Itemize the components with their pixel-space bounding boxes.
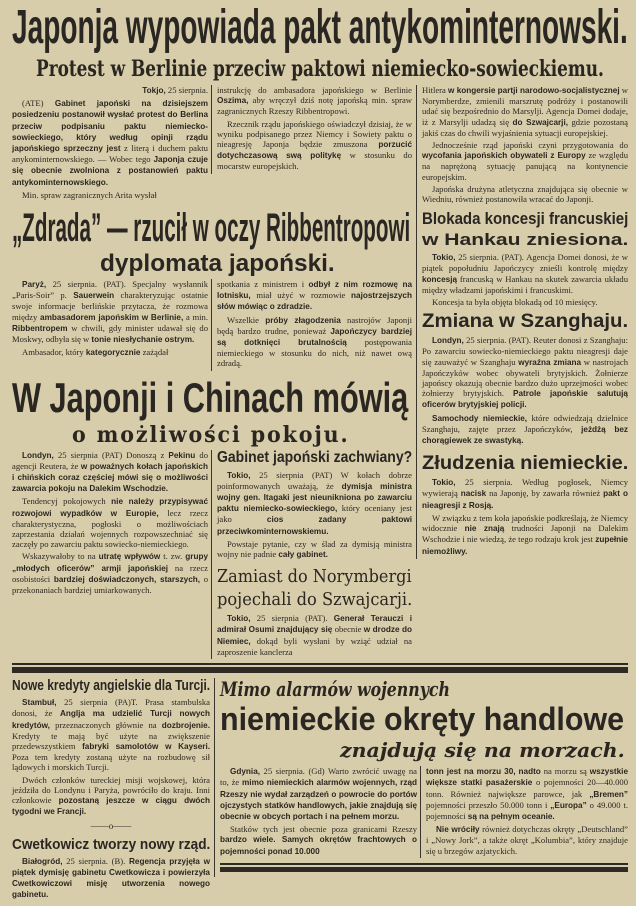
text: Powstaje pytanie, czy w ślad za dymisją ministra wojny nie padnie [217, 538, 412, 560]
bold-text: Londyn, [432, 336, 464, 346]
text: Statków tych jest obecnie poza granicami Rzeszy [230, 824, 417, 835]
blokada-title-wrap [422, 210, 628, 228]
text: francuską w Hankau na skutek zawarcia układu między władzami japońskimi i francuskimi. [422, 273, 628, 295]
middle-column [211, 450, 412, 659]
top-article-col1 [12, 85, 211, 202]
paragraph [426, 824, 628, 856]
section-rule-thick [12, 667, 628, 673]
okrety-headline-line2: niemieckie okręty handlowe [220, 701, 625, 738]
pokoj-subheadline-wrap [72, 423, 350, 447]
text: Wskazywałoby to na [22, 551, 99, 562]
text: w stosunku do mocarstw europejskich. [217, 150, 412, 172]
okrety-headline-line1: Mimo alarmów wojennych [220, 677, 450, 702]
okrety-col2 [420, 766, 628, 858]
bold-text: Gabinet japoński na dzisiejszem posiedzeniu postanowił wysłać protest do Berlina przeciw podpisaniu paktu niemiecko-sowieckiego, który według opinji rządu japońskiego sprzeczny jest [12, 99, 208, 154]
text: 25 sierpnia (PAT) Donoszą z [53, 449, 169, 460]
text: ze względu na naprężoną sytuację panującą na kontynencie europejskim. [422, 150, 628, 182]
okrety-headline3-wrap [340, 739, 625, 762]
bold-text: odbył z nim rozmowę na lotnisku, [217, 280, 412, 301]
text: o 49.000 t. pojemności [426, 799, 628, 821]
text: W związku z tem koła japońskie podkreślają, że Niemcy widocznie [422, 512, 628, 534]
zludzenia-title-wrap [422, 454, 628, 474]
bold-text: Tokio, [432, 478, 456, 488]
bold-text: Patrole japońskie salutują oficerów brytyjskiej policji. [422, 389, 628, 410]
text: z literą i duchem paktu anykominternowskiego. — Wobec tego [12, 143, 208, 165]
zdrada-body [12, 279, 412, 371]
paragraph [422, 477, 628, 511]
blokada-title-wrap [422, 231, 628, 249]
bold-text: Stambuł, [22, 698, 57, 708]
bold-text: porzucić dotychczasową swą politykę [217, 140, 412, 161]
bold-text: wszystkie większe statki pasażerskie [426, 767, 628, 788]
bold-text: Gdynia, [230, 767, 261, 777]
zmiana-title-wrap [422, 312, 628, 332]
bold-text: dozbrojenie. [161, 720, 210, 730]
text: przeznaczonych głównie na [49, 719, 162, 730]
right-column [416, 85, 628, 559]
bold-text: Japonja czuje się obecnie zwolniona z postanowień paktu antykominternowskiego. [12, 155, 208, 187]
text: na Japonję, by zawarła również [486, 488, 604, 499]
text: t. zw. [160, 551, 186, 562]
upper-left-part [12, 85, 416, 659]
bold-text: „Europa” [550, 800, 587, 810]
pokoj-section [12, 450, 412, 659]
top-article [12, 85, 412, 202]
bold-text: grupy „młodych oficerów” armji japońskiej [12, 552, 208, 573]
text: 25 sierpnia. (PAT). Reuter donosi z Szanghaju: Po zawarciu sowiecko-niemieckiego paktu nieagresji daje się zauważyć w Szanghaju [422, 335, 628, 367]
bold-text: dymisja ministra wojny gen. Itagaki jest nieunikniona po zawarciu paktu niemiecko-sowieckiego, [217, 481, 412, 514]
text: 25 sierpnia (PAT). [250, 613, 334, 624]
text: dokąd byli wysłani by wziąć udział na zaproszenie kanclerza [217, 635, 412, 657]
gabinet-title-wrap [217, 450, 412, 467]
section-rule-thick [220, 867, 628, 872]
paragraph [217, 85, 412, 117]
bold-text: najostrzejszych słów mówiąc o zdradzie. [217, 291, 412, 312]
bold-text: zupełnie niemożliwy. [422, 535, 628, 556]
main-subheadline-wrap [36, 57, 604, 81]
gabinet-title: Gabinet japoński zachwiany? [217, 448, 413, 466]
okrety-article [214, 678, 628, 877]
zdrada-subheadline: dyplomata japoński. [100, 250, 335, 278]
text: pojemności przeszło 50.000 tonn i [426, 799, 551, 810]
paragraph [220, 766, 417, 822]
paragraph [422, 335, 628, 410]
top-article-col3 [422, 85, 628, 204]
bold-text: Japończycy bardziej są dotknięci brutalnością [217, 326, 412, 348]
bold-text: nadto [518, 767, 541, 777]
bold-text: bardziej doświadczonych, starszych, [53, 574, 201, 584]
okrety-body [220, 766, 628, 859]
paragraph [12, 85, 208, 96]
text: trudności Japonji na Dalekim Wschodzie i nie wiedzą, że tego rodzaju krok jest [422, 523, 628, 545]
bold-text: Tokio, [432, 253, 456, 263]
bold-text: kategorycznie [85, 348, 141, 358]
paragraph [426, 766, 628, 822]
bold-text: Tokjo, [142, 86, 166, 95]
zamiast-title-wrap [217, 590, 412, 610]
bold-text: do Szwajcarji, [512, 117, 569, 127]
pokoj-body [12, 450, 211, 598]
paragraph [12, 856, 210, 901]
bold-text: „Bremen” [589, 789, 628, 799]
paragraph [422, 513, 628, 557]
bold-text: Generał Terauczi i admirał Osumi znajdujący się [217, 614, 412, 635]
bold-text: pozostaną jeszcze w ciągu dwóch tygodni we Francji. [12, 795, 210, 817]
paragraph [422, 140, 628, 182]
upper-section [12, 85, 628, 659]
text: 25 sierpnia (PAT) W kołach dobrze poinformowanych uważają, że [217, 469, 412, 491]
text: zażądał [140, 347, 169, 358]
blokada-title-line1: Blokada koncesji francuskiej [422, 209, 629, 229]
bold-text: nie należy przypisywać rozwojowi wypadków w Europie, [12, 497, 208, 518]
paragraph [217, 539, 412, 560]
paragraph [422, 85, 628, 138]
text: który oceniany jest jako [217, 503, 412, 525]
bold-text: Anglja ma udzielić Turcji nowych kredytów, [12, 709, 210, 730]
text: Wszelkie [227, 314, 266, 325]
text: Koncesja ta była objęta blokadą od 10 miesięcy. [432, 297, 598, 308]
bold-text: Ribbentropem [12, 323, 68, 333]
bold-text: jeżdżą bez chorągiewek ze swastyką. [422, 424, 628, 446]
bold-text: Londyn, [22, 450, 54, 460]
bold-text: w kongersie partji narodowo-socjalistycznej [448, 86, 620, 95]
bold-text: Białogród, [22, 856, 63, 866]
text: 25 sierpnia. Według pogłosek, Niemcy wywierają [422, 477, 628, 499]
text: Kredyty te mają być użyte na zwiększenie przedewszystkiem [12, 730, 210, 751]
pokoj-headline-wrap [12, 373, 409, 421]
text: charakteryzując ostatnie swoje informacje berlińskie przytacza, że rozmowa między [12, 290, 208, 322]
bold-text: Oszima, [217, 96, 249, 106]
text: na morzu są [540, 766, 590, 777]
text: Ambasador, który [22, 347, 86, 358]
bold-text: Pekinu [168, 450, 196, 460]
text: lecz rzecz charakterystyczna, pogłoski o możliwościach zaprzestania działań wojennych rozpowszechniać się zaczęły po zawarciu paktu sowiecko-niemieckiego. [12, 507, 209, 550]
bold-text: utratę wpływów [98, 552, 161, 562]
section-rule-thin [220, 863, 628, 865]
paragraph [422, 184, 628, 204]
zamiast-title-wrap [217, 567, 412, 587]
paragraph [12, 775, 210, 818]
bold-text: próby złagodzenia [265, 315, 341, 325]
text: Jednocześnie rząd japoński czyni przygotowania do [432, 140, 628, 151]
text: które odwiedzają dzielnice Szanghaju, zajęte przez Japończyków, [422, 412, 628, 434]
paragraph [12, 347, 208, 358]
bold-text: wyraźna zmiana [518, 357, 582, 367]
text: postępowania niemieckiego w stosunku do nich, niż nawet ową zdradą. [217, 337, 413, 369]
bottom-left-column [12, 678, 214, 902]
text: 25 sierpnia. (B). [62, 855, 129, 866]
text: 25 sierpnia (PA)T. Prasa stambulska donosi, że [12, 697, 210, 719]
zdrada-subheadline-wrap [100, 251, 335, 276]
paragraph [217, 613, 412, 657]
text: Japońska drużyna atletyczna znajdująca się obecnie w Wiedniu, również postanowiła wracać do Japonji. [422, 183, 628, 205]
bold-text: Tokio, [227, 470, 251, 480]
text: na rzecz osobistości [12, 562, 208, 584]
text: Dwóch członków tureckiej misji wojskowej, która jeździła do Londynu i Paryża, powróciło do kraju. Inni członkowie [12, 774, 210, 805]
text: aby wręczył dziś notę japońską min. spraw zagranicznych Rzeszy Ribbentropowi. [217, 95, 412, 117]
text: a min. [183, 311, 208, 322]
text: (ATE) [22, 98, 55, 109]
blokada-body [422, 252, 628, 307]
top-article-col2 [211, 85, 412, 174]
gabinet-body [217, 470, 412, 561]
turcja-body [12, 697, 210, 817]
bold-text: pakt o nieagresji z Rosją. [422, 489, 628, 510]
main-headline: Japonja wypowiada pakt antykominternowski. [12, 1, 628, 54]
text: o pojemności 20—40.000 tonn. Również największe parowce, jak [426, 777, 629, 799]
bold-text: wycofania japońskich obywateli z Europy [422, 151, 586, 161]
paragraph [422, 252, 628, 295]
paragraph [12, 190, 208, 200]
paragraph [12, 98, 208, 188]
text: w Norymberdze, zmienili marszrutę podróży i postanowili udać się bezpośrednio do Marsylji. Agencja Domei dodaje, iż z Marsylji udadzą się [422, 85, 628, 127]
cwetkowicz-body [12, 856, 210, 901]
text: miał użyć w rozmowie [250, 290, 352, 301]
text: 25 sierpnia. (PAT). Specjalny wysłannik „Paris-Soir” p. [12, 279, 208, 301]
bold-text: ambasadorem japońskim w Berlinie, [40, 312, 184, 322]
bold-text: nie znają [464, 524, 505, 534]
bold-text: koncesją [422, 274, 458, 284]
okrety-headline2-wrap [220, 703, 624, 737]
paragraph [12, 551, 208, 595]
lower-section [12, 678, 628, 902]
paragraph [217, 315, 412, 369]
text: Hitlera [422, 85, 449, 95]
text: Tendencyj pokojowych [22, 496, 112, 507]
text: nastrojów Japonji będą bardzo trudne, ponieważ [217, 314, 412, 336]
zdrada-col1 [12, 279, 211, 360]
pokoj-headline: W Japonji i Chinach mówią [12, 373, 409, 421]
bold-text: fabryki samolotów w Kayseri. [82, 741, 211, 751]
bold-text: są na pełnym oceanie. [467, 811, 555, 821]
paragraph [217, 119, 412, 172]
bold-text: Regencja przyjęła w piątek dymisję gabinetu Cwetkowicza i powierzyła Cwetkowiczowi misję utworzenia nowego gabinetu. [12, 856, 210, 900]
okrety-headline-line3: znajdują się na morzach. [340, 738, 625, 763]
bold-text: bardzo wiele. Samych okrętów frachtowych o pojemności ponad 10.000 [220, 835, 417, 856]
zludzenia-title: Złudzenia niemieckie. [422, 453, 629, 475]
bold-text: Samochody niemieckie, [432, 413, 528, 423]
zdrada-headline: „Zdrada” — rzucił w oczy Ribbentropowi [12, 206, 411, 251]
text: 25 sierpnia. (Gd) Warto zwrócić uwagę na to, że [220, 766, 417, 788]
paragraph [12, 697, 210, 772]
zdrada-headline-wrap [12, 207, 410, 249]
bold-text: Sauerwein [73, 291, 115, 301]
text: obecnie [332, 624, 364, 635]
zdrada-col2 [211, 279, 412, 371]
bold-text: tonie niesłychanie ostrym. [91, 335, 195, 345]
paragraph [220, 824, 417, 857]
zamiast-body [217, 613, 412, 657]
paragraph [217, 470, 412, 537]
text: o przekonaniach bardziej umiarkowanych. [12, 573, 208, 596]
zamiast-title-line1: Zamiast do Norymbergi [217, 566, 412, 588]
bold-text: cały gabinet. [278, 550, 328, 560]
zmiana-body [422, 335, 628, 446]
main-headline-wrap [12, 3, 628, 53]
bold-text: Tokio, [227, 614, 251, 624]
zmiana-title: Zmiana w Szanghaju. [422, 311, 629, 333]
text: Poza tem kredyty zostaną użyte na rozbudowę sił lądowych i morskich Turcji. [12, 752, 210, 773]
text: w chwili, gdy minister udawał się do Moskwy, odbyła się w [12, 322, 208, 345]
turcja-title: Nowe kredyty angielskie dla Turcji. [12, 677, 211, 695]
text: spotkania z ministrem i [217, 279, 309, 290]
bold-text: Paryż, [22, 280, 47, 290]
paragraph [12, 450, 208, 495]
bold-text: w poważnych kołach japońskich i chińskich coraz częściej mówi się o możliwości zawarcia pokoju na Dalekim Wschodzie. [12, 461, 208, 494]
zludzenia-body [422, 477, 628, 556]
bold-text: nacisk [460, 489, 487, 499]
paragraph [12, 279, 208, 345]
article-separator: ——o—— [90, 821, 132, 832]
main-subheadline: Protest w Berlinie przeciw paktowi niemiecko-sowieckiemu. [36, 56, 604, 82]
paragraph [422, 297, 628, 307]
pokoj-subheadline: o możliwości pokoju. [72, 421, 350, 448]
bold-text: w drodze do Niemiec, [217, 625, 412, 646]
bold-text: mimo niemieckich alarmów wojennych, rząd Rzeszy nie wydał zarządzeń o powrocie do portów ojczystych statków handlowych, jakie znajdują się obecnie w obcych portach i na pełnem morzu. [220, 778, 417, 821]
zamiast-title-line2: pojechali do Szwajcarji. [217, 589, 413, 611]
blokada-title-line2: w Hankau zniesiona. [422, 230, 629, 250]
bold-text: cios zadany paktowi przeciwkominternowskiemu. [217, 515, 412, 536]
text: Rzecznik rządu japońskiego oświadczył dzisiaj, że w wyniku podpisanego przez Niemcy i Sowiety paktu o nieagresję Japonja będzie zmuszona [217, 118, 412, 150]
cwetkowicz-title-wrap [12, 837, 210, 853]
turcja-title-wrap [12, 678, 210, 694]
paragraph [12, 496, 208, 549]
paragraph [422, 413, 628, 447]
text: 25 sierpnia. [165, 85, 208, 95]
okrety-headline1-wrap [220, 678, 450, 701]
bold-text: tonn jest na morzu 30, [426, 767, 516, 777]
text: do agencji Reutera, że [12, 449, 208, 471]
text: instrukcję do ambasadora japońskiego w Berlinie [217, 85, 412, 95]
text: również dotychczas okręty „Deutschland” i „Nowy Jork”, a także okręt „Kolumbia”, który znajduje się u brzegów azjatyckich. [426, 824, 628, 856]
bold-text: Nie wróciły [436, 825, 480, 835]
cwetkowicz-title: Cwetkowicz tworzy nowy rząd. [12, 835, 211, 853]
text: gdzie pozostaną jakiś czas do chwili wyjaśnienia sytuacji europejskiej. [422, 116, 628, 138]
text: 25 sierpnia. (PAT). Agencja Domei donosi, że w piątek popołudniu Japończycy znieśli kontrolę między [422, 252, 628, 274]
text: Min. spraw zagranicznych Arita wysłał [22, 189, 157, 200]
paragraph [217, 279, 412, 313]
section-rule-thin [12, 663, 628, 665]
text: w nastrojach Japończyków wobec obywateli brytyjskich. Żołnierze japońscy okazują obecnie bardzo dużo uprzejmości wobec żołnierzy brytyjskich. [422, 356, 629, 399]
okrety-col1 [220, 766, 420, 859]
